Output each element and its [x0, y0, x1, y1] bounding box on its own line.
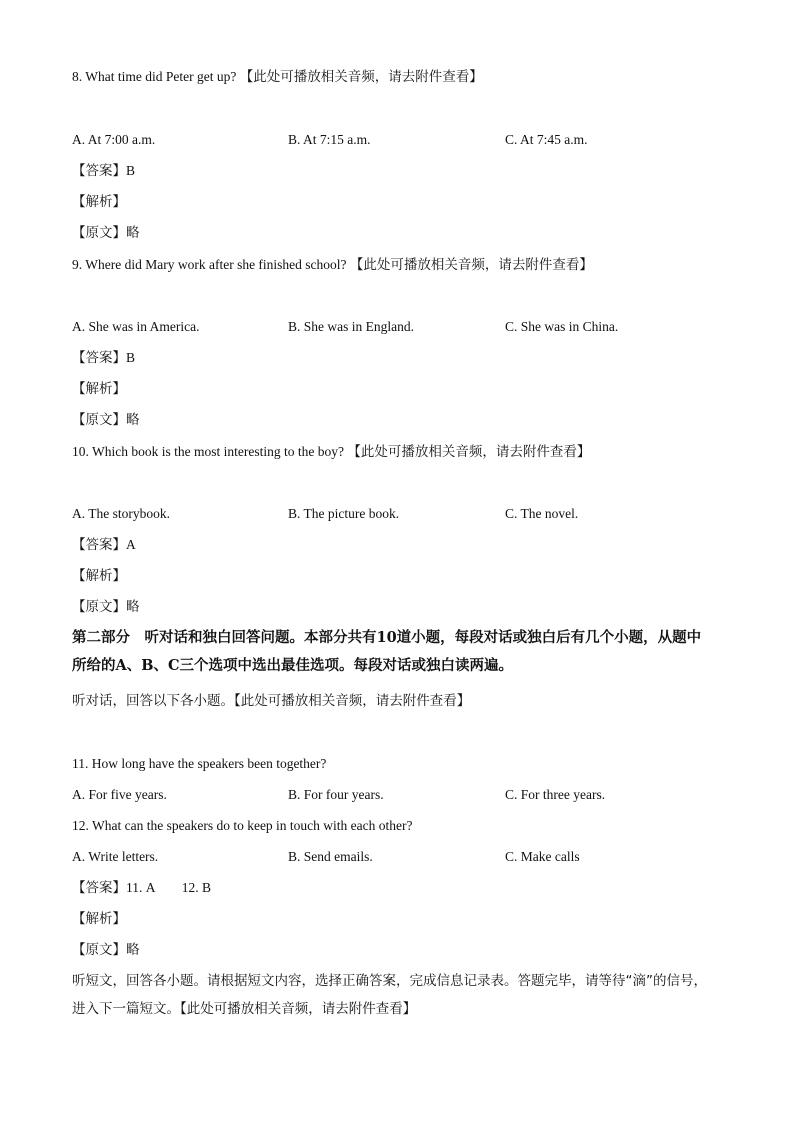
original-8 — [72, 224, 140, 242]
answer-label: 【答案】 — [72, 880, 126, 896]
option-c: C. Make calls — [505, 849, 580, 864]
option-a: A. For five years. — [72, 787, 167, 802]
analysis-8: 【解析】 — [72, 194, 126, 210]
answer-8 — [72, 162, 135, 180]
answer-11-12 — [72, 879, 211, 897]
option-b: B. For four years. — [288, 787, 384, 802]
question-9-options — [72, 318, 752, 336]
original-label: 【原文】 — [72, 942, 126, 958]
original-9 — [72, 411, 140, 429]
question-11-text: 11. How long have the speakers been together? — [72, 756, 327, 771]
option-a: A. At 7:00 a.m. — [72, 132, 156, 147]
answer-9 — [72, 349, 135, 367]
answer-10 — [72, 536, 136, 554]
question-8 — [72, 68, 483, 86]
option-b: B. The picture book. — [288, 506, 400, 521]
original-10 — [72, 598, 140, 616]
audio-note[interactable]: 【此处可播放相关音频，请去附件查看】 — [347, 444, 591, 460]
analysis-9: 【解析】 — [72, 381, 126, 397]
part-2-heading: 第二部分 听对话和独白回答问题。本部分共有10道小题，每段对话或独白后有几个小题，从题中所给的A、B、C三个选项中选出最佳选项。每段对话或独白读两遍。 — [72, 629, 702, 674]
question-10 — [72, 443, 590, 461]
original-value: 略 — [126, 942, 140, 958]
option-c: C. She was in China. — [505, 319, 619, 334]
answer-label: 【答案】 — [72, 537, 126, 553]
answer-value: B — [126, 350, 136, 365]
original-value: 略 — [126, 599, 140, 615]
question-9 — [72, 256, 593, 274]
original-value: 略 — [126, 225, 140, 241]
option-c: C. At 7:45 a.m. — [505, 132, 588, 147]
option-b: B. She was in England. — [288, 319, 414, 334]
original-label: 【原文】 — [72, 412, 126, 428]
dialog-intro: 听对话，回答以下各小题。【此处可播放相关音频，请去附件查看】 — [72, 693, 471, 709]
original-label: 【原文】 — [72, 599, 126, 615]
question-12-text: 12. What can the speakers do to keep in touch with each other? — [72, 818, 413, 833]
original-label: 【原文】 — [72, 225, 126, 241]
original-11-12 — [72, 941, 140, 959]
answer-value: A — [126, 537, 136, 552]
question-8-options — [72, 131, 752, 149]
original-value: 略 — [126, 412, 140, 428]
audio-note[interactable]: 【此处可播放相关音频，请去附件查看】 — [349, 257, 593, 273]
option-a: A. She was in America. — [72, 319, 200, 334]
option-b: B. At 7:15 a.m. — [288, 132, 371, 147]
answer-value: B — [126, 163, 136, 178]
question-9-text: 9. Where did Mary work after she finished school? — [72, 257, 347, 272]
option-a: A. Write letters. — [72, 849, 159, 864]
answer-label: 【答案】 — [72, 350, 126, 366]
passage-intro: 听短文，回答各小题。请根据短文内容，选择正确答案，完成信息记录表。答题完毕，请等待“滴”的信号，进入下一篇短文。【此处可播放相关音频，请去附件查看】 — [72, 973, 707, 1017]
question-10-text: 10. Which book is the most interesting to the boy? — [72, 444, 344, 459]
answer-label: 【答案】 — [72, 163, 126, 179]
audio-note[interactable]: 【此处可播放相关音频，请去附件查看】 — [239, 69, 483, 85]
question-10-options — [72, 505, 752, 523]
question-8-text: 8. What time did Peter get up? — [72, 69, 237, 84]
option-c: C. The novel. — [505, 506, 579, 521]
option-c: C. For three years. — [505, 787, 606, 802]
option-a: A. The storybook. — [72, 506, 170, 521]
analysis-10: 【解析】 — [72, 568, 126, 584]
answer-value: 11. A 12. B — [126, 880, 212, 895]
question-12-options — [72, 848, 752, 866]
analysis-11-12: 【解析】 — [72, 911, 126, 927]
option-b: B. Send emails. — [288, 849, 373, 864]
question-11-options — [72, 786, 752, 804]
